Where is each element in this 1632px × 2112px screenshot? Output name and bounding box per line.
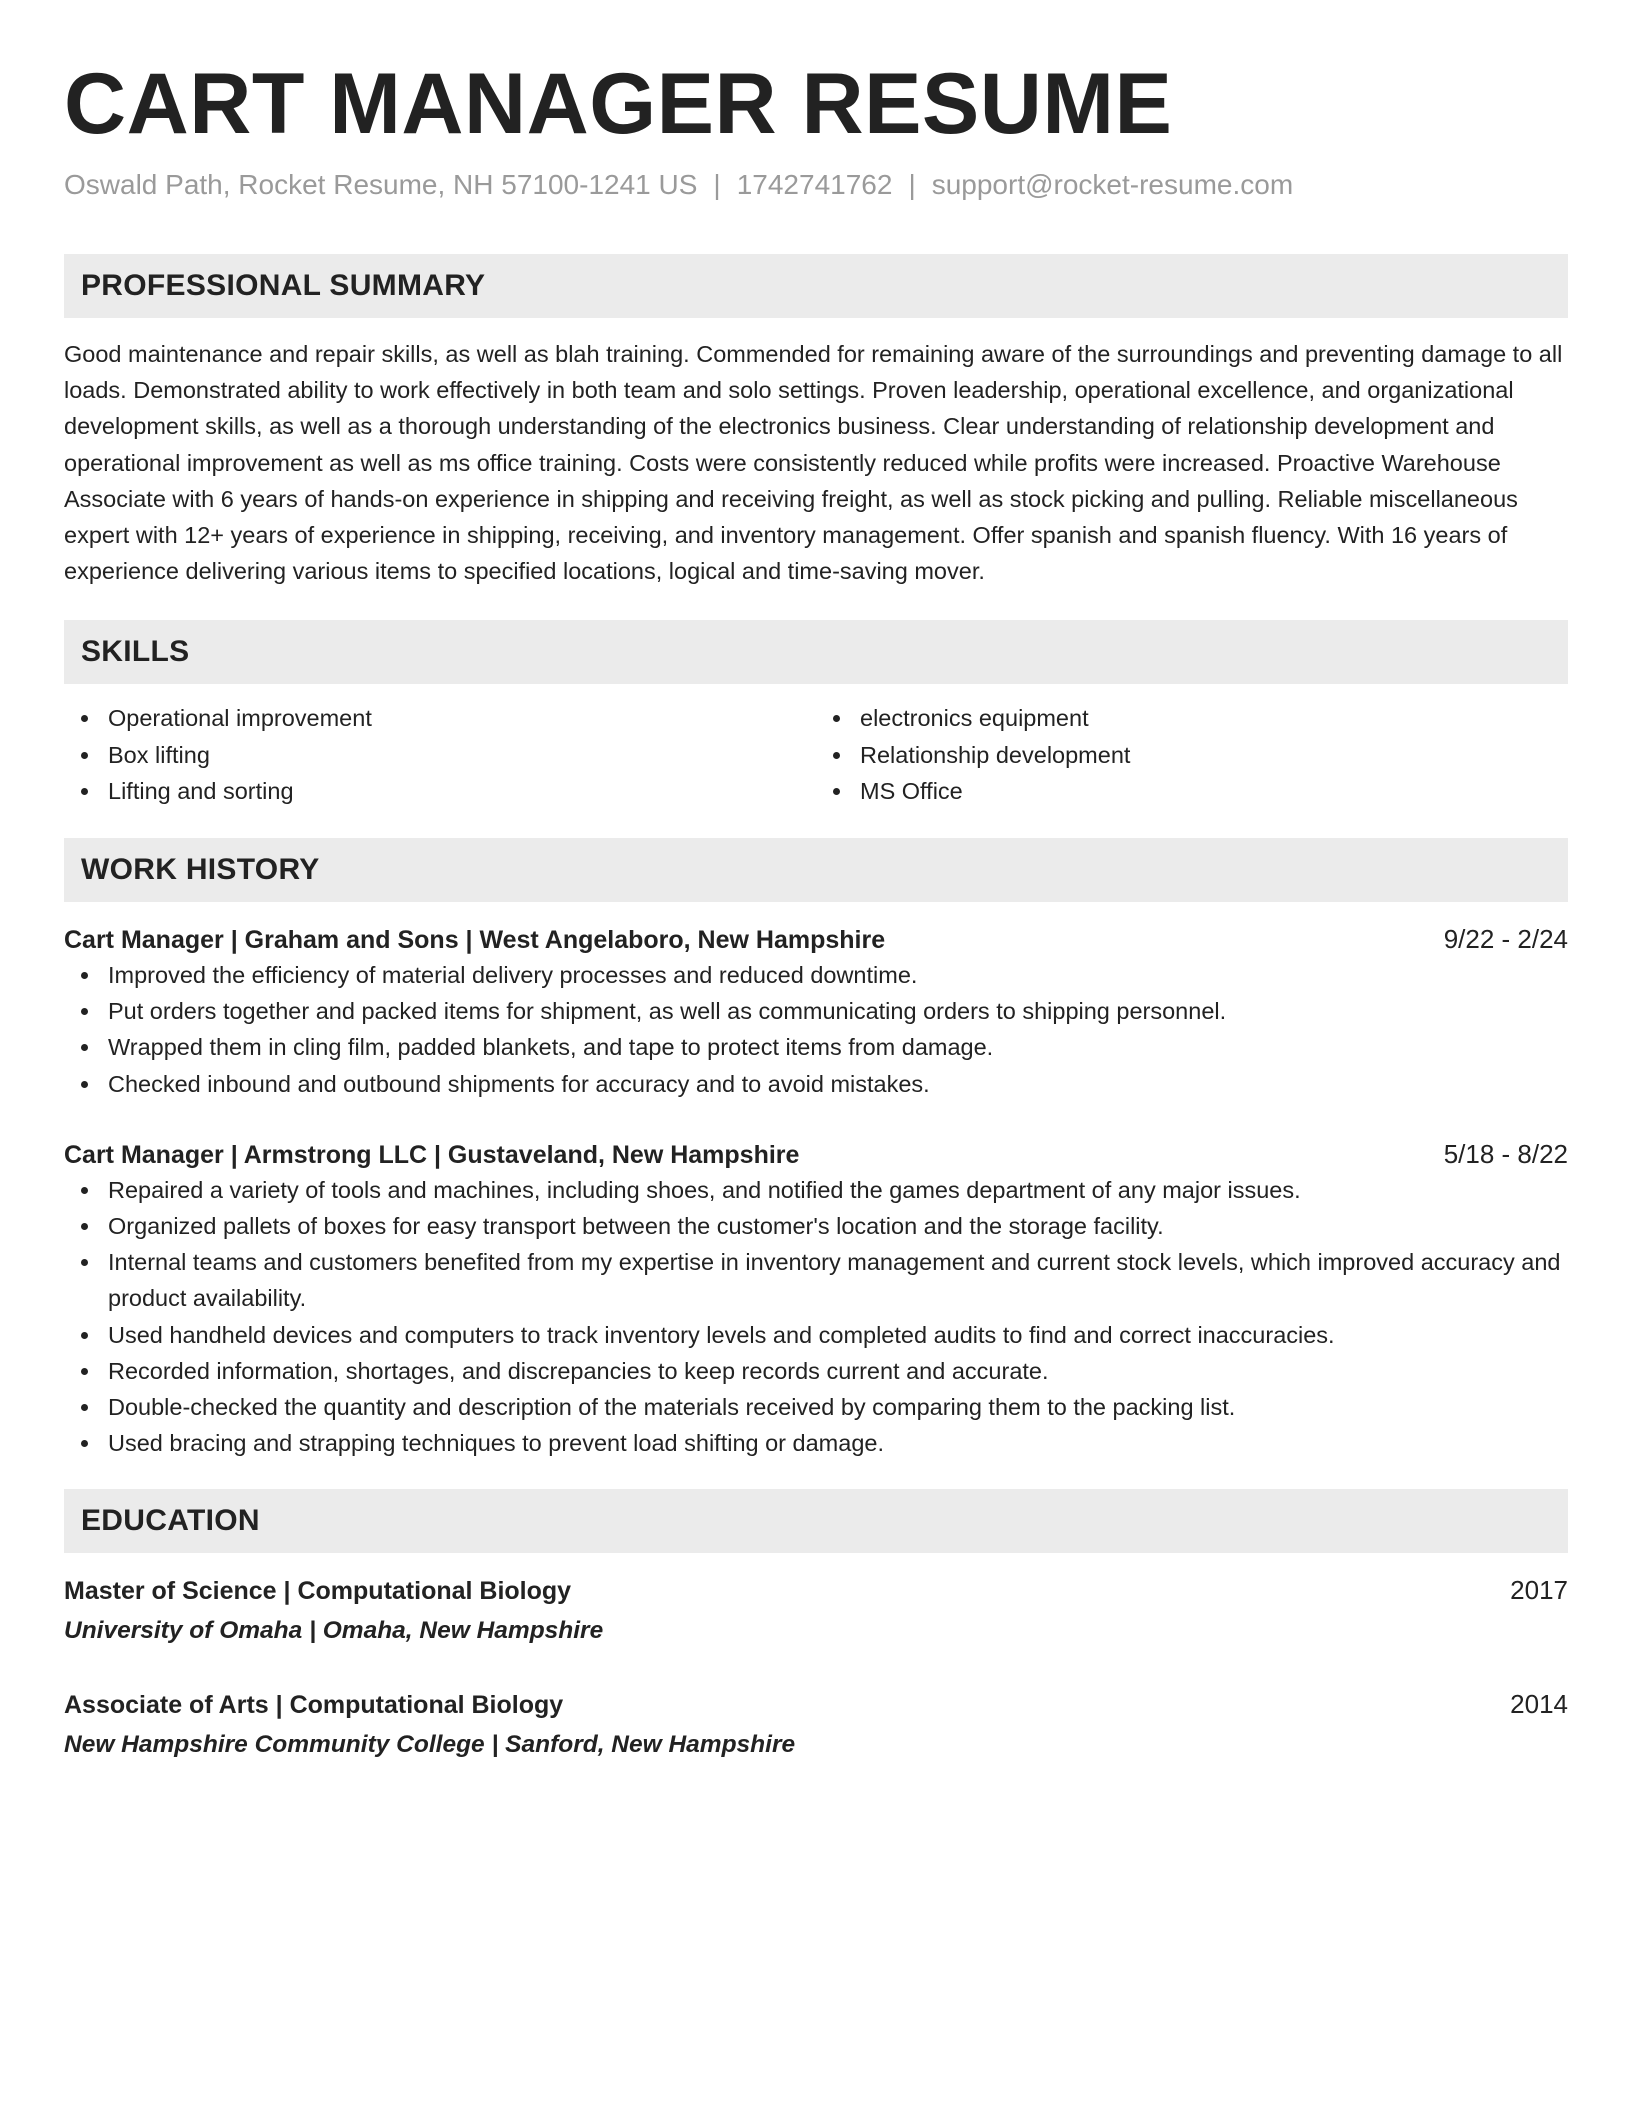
- section-header-skills: [64, 620, 1568, 684]
- education-header: [64, 1573, 1568, 1608]
- job-header: [64, 1137, 1568, 1172]
- job-duty: Recorded information, shortages, and discrepancies to keep records current and accurate.: [108, 1353, 1568, 1389]
- job-title: Cart Manager | Graham and Sons | West Angelaboro, New Hampshire: [64, 926, 886, 955]
- job-duty: Internal teams and customers benefited from my expertise in inventory management and current stock levels, which improved accuracy and product availability.: [108, 1244, 1568, 1316]
- skill-item: Operational improvement: [108, 700, 816, 736]
- job-duty: Put orders together and packed items for shipment, as well as communicating orders to shipping personnel.: [108, 993, 1568, 1029]
- section-title: PROFESSIONAL SUMMARY: [81, 269, 486, 302]
- contact-address: Oswald Path, Rocket Resume, NH 57100-1241 US: [64, 169, 698, 200]
- section-header-summary: [64, 254, 1568, 318]
- skill-item: electronics equipment: [860, 700, 1568, 736]
- contact-separator: |: [713, 169, 721, 200]
- job-duty: Organized pallets of boxes for easy transport between the customer's location and the storage facility.: [108, 1208, 1568, 1244]
- section-title: EDUCATION: [81, 1504, 260, 1538]
- summary-text: Good maintenance and repair skills, as well as blah training. Commended for remaining aware of the surroundings and preventing damage to all loads. Demonstrated ability to work effectively in both team and solo settings. Proven leadership, operational excellence, and organizational development skills, as well as a thorough understanding of the electronics business. Clear understanding of relationship development and operational improvement as well as ms office training. Costs were consistently reduced while profits were increased. Proactive Warehouse Associate with 6 years of hands-on experience in shipping and receiving freight, as well as stock picking and pulling. Reliable miscellaneous expert with 12+ years of experience in shipping, receiving, and inventory management. Offer spanish and spanish fluency. With 16 years of experience delivering various items to specified locations, logical and time-saving mover.: [64, 341, 1563, 585]
- contact-line: [64, 168, 1568, 202]
- job-duty: Used handheld devices and computers to track inventory levels and completed audits to find and correct inaccuracies.: [108, 1317, 1568, 1353]
- job-duty: Double-checked the quantity and description of the materials received by comparing them to the packing list.: [108, 1389, 1568, 1425]
- skills-column-left: [64, 700, 816, 809]
- job-header: [64, 922, 1568, 957]
- job-dates: 5/18 - 8/22: [1443, 1138, 1568, 1169]
- skill-item: Relationship development: [860, 737, 1568, 773]
- job-dates: 9/22 - 2/24: [1443, 924, 1568, 955]
- education-degree: Associate of Arts | Computational Biology: [64, 1691, 564, 1720]
- job-duties-list: [64, 957, 1568, 1102]
- contact-separator: |: [908, 169, 916, 200]
- education-school: New Hampshire Community College | Sanford, New Hampshire: [64, 1731, 796, 1759]
- section-title: SKILLS: [81, 635, 190, 669]
- skills-list: [64, 700, 1568, 809]
- section-header-work-history: [64, 838, 1568, 902]
- section-header-education: [64, 1489, 1568, 1553]
- job-duty: Wrapped them in cling film, padded blankets, and tape to protect items from damage.: [108, 1029, 1568, 1065]
- section-title: WORK HISTORY: [81, 853, 320, 887]
- skill-item: MS Office: [860, 773, 1568, 809]
- job-duties-list: [64, 1172, 1568, 1462]
- job-duty: Checked inbound and outbound shipments for accuracy and to avoid mistakes.: [108, 1066, 1568, 1102]
- job-duty: Used bracing and strapping techniques to prevent load shifting or damage.: [108, 1425, 1568, 1461]
- education-year: 2014: [1510, 1689, 1568, 1720]
- contact-email: support@rocket-resume.com: [931, 169, 1294, 200]
- skill-item: Box lifting: [108, 737, 816, 773]
- job-duty: Improved the efficiency of material delivery processes and reduced downtime.: [108, 957, 1568, 993]
- education-degree: Master of Science | Computational Biology: [64, 1577, 572, 1606]
- education-year: 2017: [1510, 1575, 1568, 1606]
- skills-column-right: [816, 700, 1568, 809]
- education-header: [64, 1687, 1568, 1722]
- skill-item: Lifting and sorting: [108, 773, 816, 809]
- contact-phone: 1742741762: [736, 169, 893, 200]
- education-school: University of Omaha | Omaha, New Hampshire: [64, 1617, 604, 1645]
- job-title: Cart Manager | Armstrong LLC | Gustaveland, New Hampshire: [64, 1140, 800, 1169]
- resume-title: CART MANAGER RESUME: [64, 56, 1173, 152]
- job-duty: Repaired a variety of tools and machines, including shoes, and notified the games department of any major issues.: [108, 1172, 1568, 1208]
